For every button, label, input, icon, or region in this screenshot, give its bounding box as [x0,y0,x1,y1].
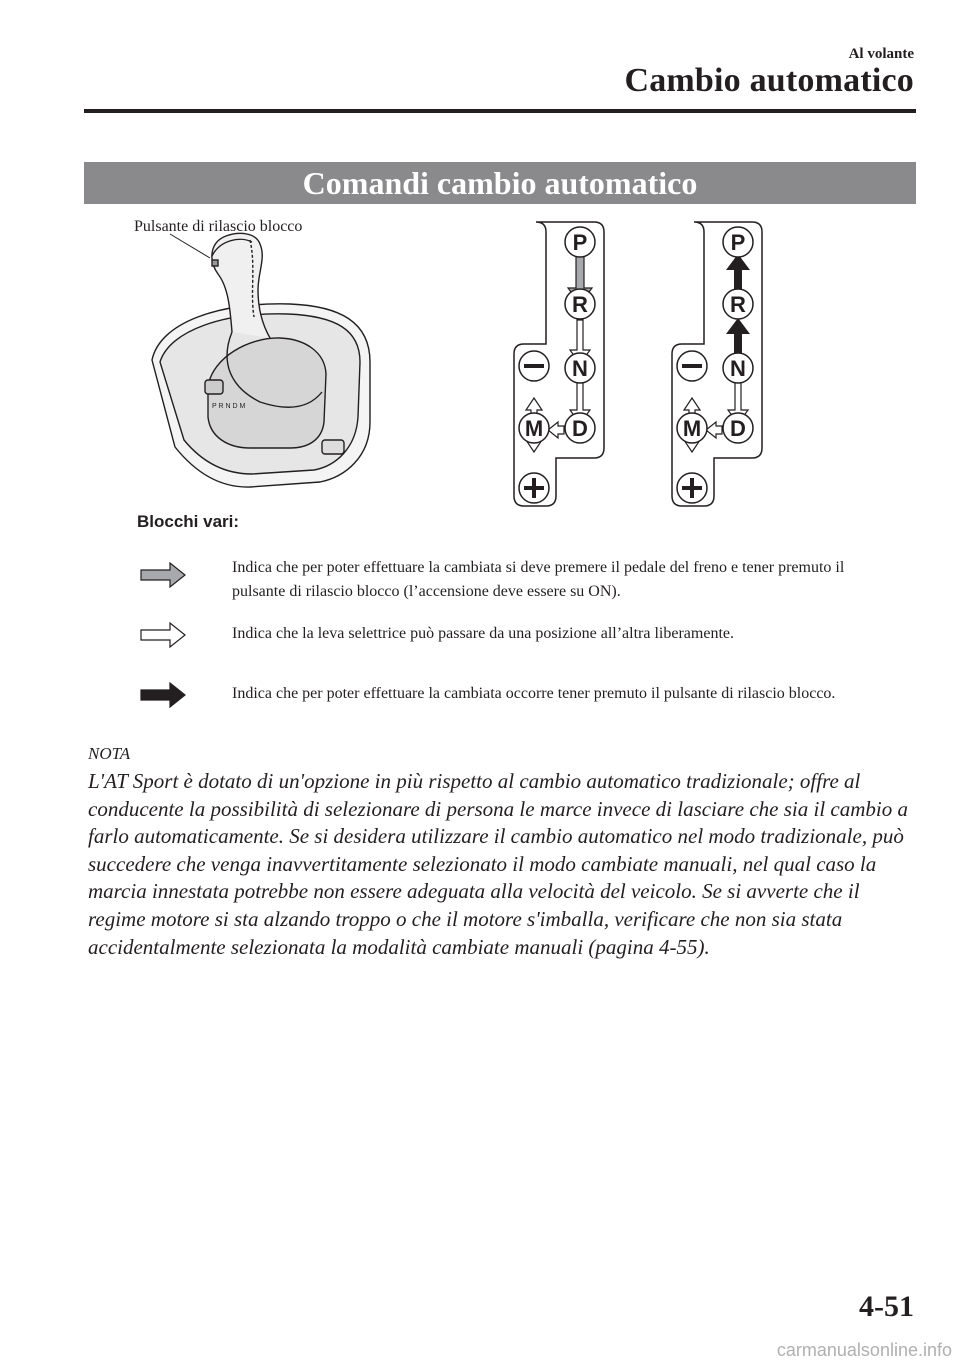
shift-gate-right [672,222,762,506]
minus-icon [682,364,702,368]
gear-p-label: P [572,230,588,255]
legend-title: Blocchi vari: [137,512,240,531]
section-banner: Comandi cambio automatico [84,162,916,204]
gear-n-label: N [730,356,746,381]
minus-icon [524,364,544,368]
svg-text:P R N D M: P R N D M [212,403,246,410]
legend-text: Indica che la leva selettrice può passare da una posizione all’altra liberamente. [232,625,734,642]
header-rule [84,109,916,113]
black-arrow-icon [140,682,186,708]
gear-d-label: D [730,416,746,441]
gear-d-label: D [572,416,588,441]
chapter-title: Cambio automatico [624,62,914,99]
note-body: L'AT Sport è dotato di un'opzione in più rispetto al cambio automatico tradizionale; offre al conducente la possibilità di selezionare di persona le marce invece di lasciare che sia il cambio a farlo automaticamente. Se si desidera utilizzare il cambio automatico nel modo tradizionale, può succedere che venga inavvertitamente selezionato il modo cambiate manuali, nel qual caso la marcia innestata potrebbe non essere adeguata alla velocità del veicolo. Se si avverte che il regime motore si sta alzando troppo o che il motore s'imballa, verificare che non sia stata accidentalmente selezionata la modalità cambiate manuali (pagina 4-55). [88,769,908,959]
gear-n-label: N [572,356,588,381]
caption-leader-line [170,234,210,258]
page-number: 4-51 [859,1290,914,1323]
legend-text: Indica che per poter effettuare la cambiata si deve premere il pedale del freno e tener premuto il pulsante di rilascio blocco (l’accensione deve essere su ON). [232,559,845,600]
lock-release-button-caption: Pulsante di rilascio blocco [134,218,303,235]
white-arrow-icon [140,622,186,648]
gear-m-label: M [682,416,702,441]
shift-lever-figure [100,212,820,512]
note-label: NOTA [88,744,131,763]
gear-m-label: M [524,416,544,441]
gear-p-label: P [730,230,746,255]
plus-icon [532,478,536,498]
watermark: carmanualsonline.info [776,1340,952,1360]
section-label: Al volante [848,46,914,62]
gear-r-label: R [572,292,588,317]
legend-text: Indica che per poter effettuare la cambiata occorre tener premuto il pulsante di rilascio blocco. [232,685,836,702]
gear-r-label: R [730,292,746,317]
gray-arrow-icon [140,562,186,588]
plus-icon [690,478,694,498]
shift-gate-left [514,222,604,506]
shift-lever-illustration [152,233,370,487]
